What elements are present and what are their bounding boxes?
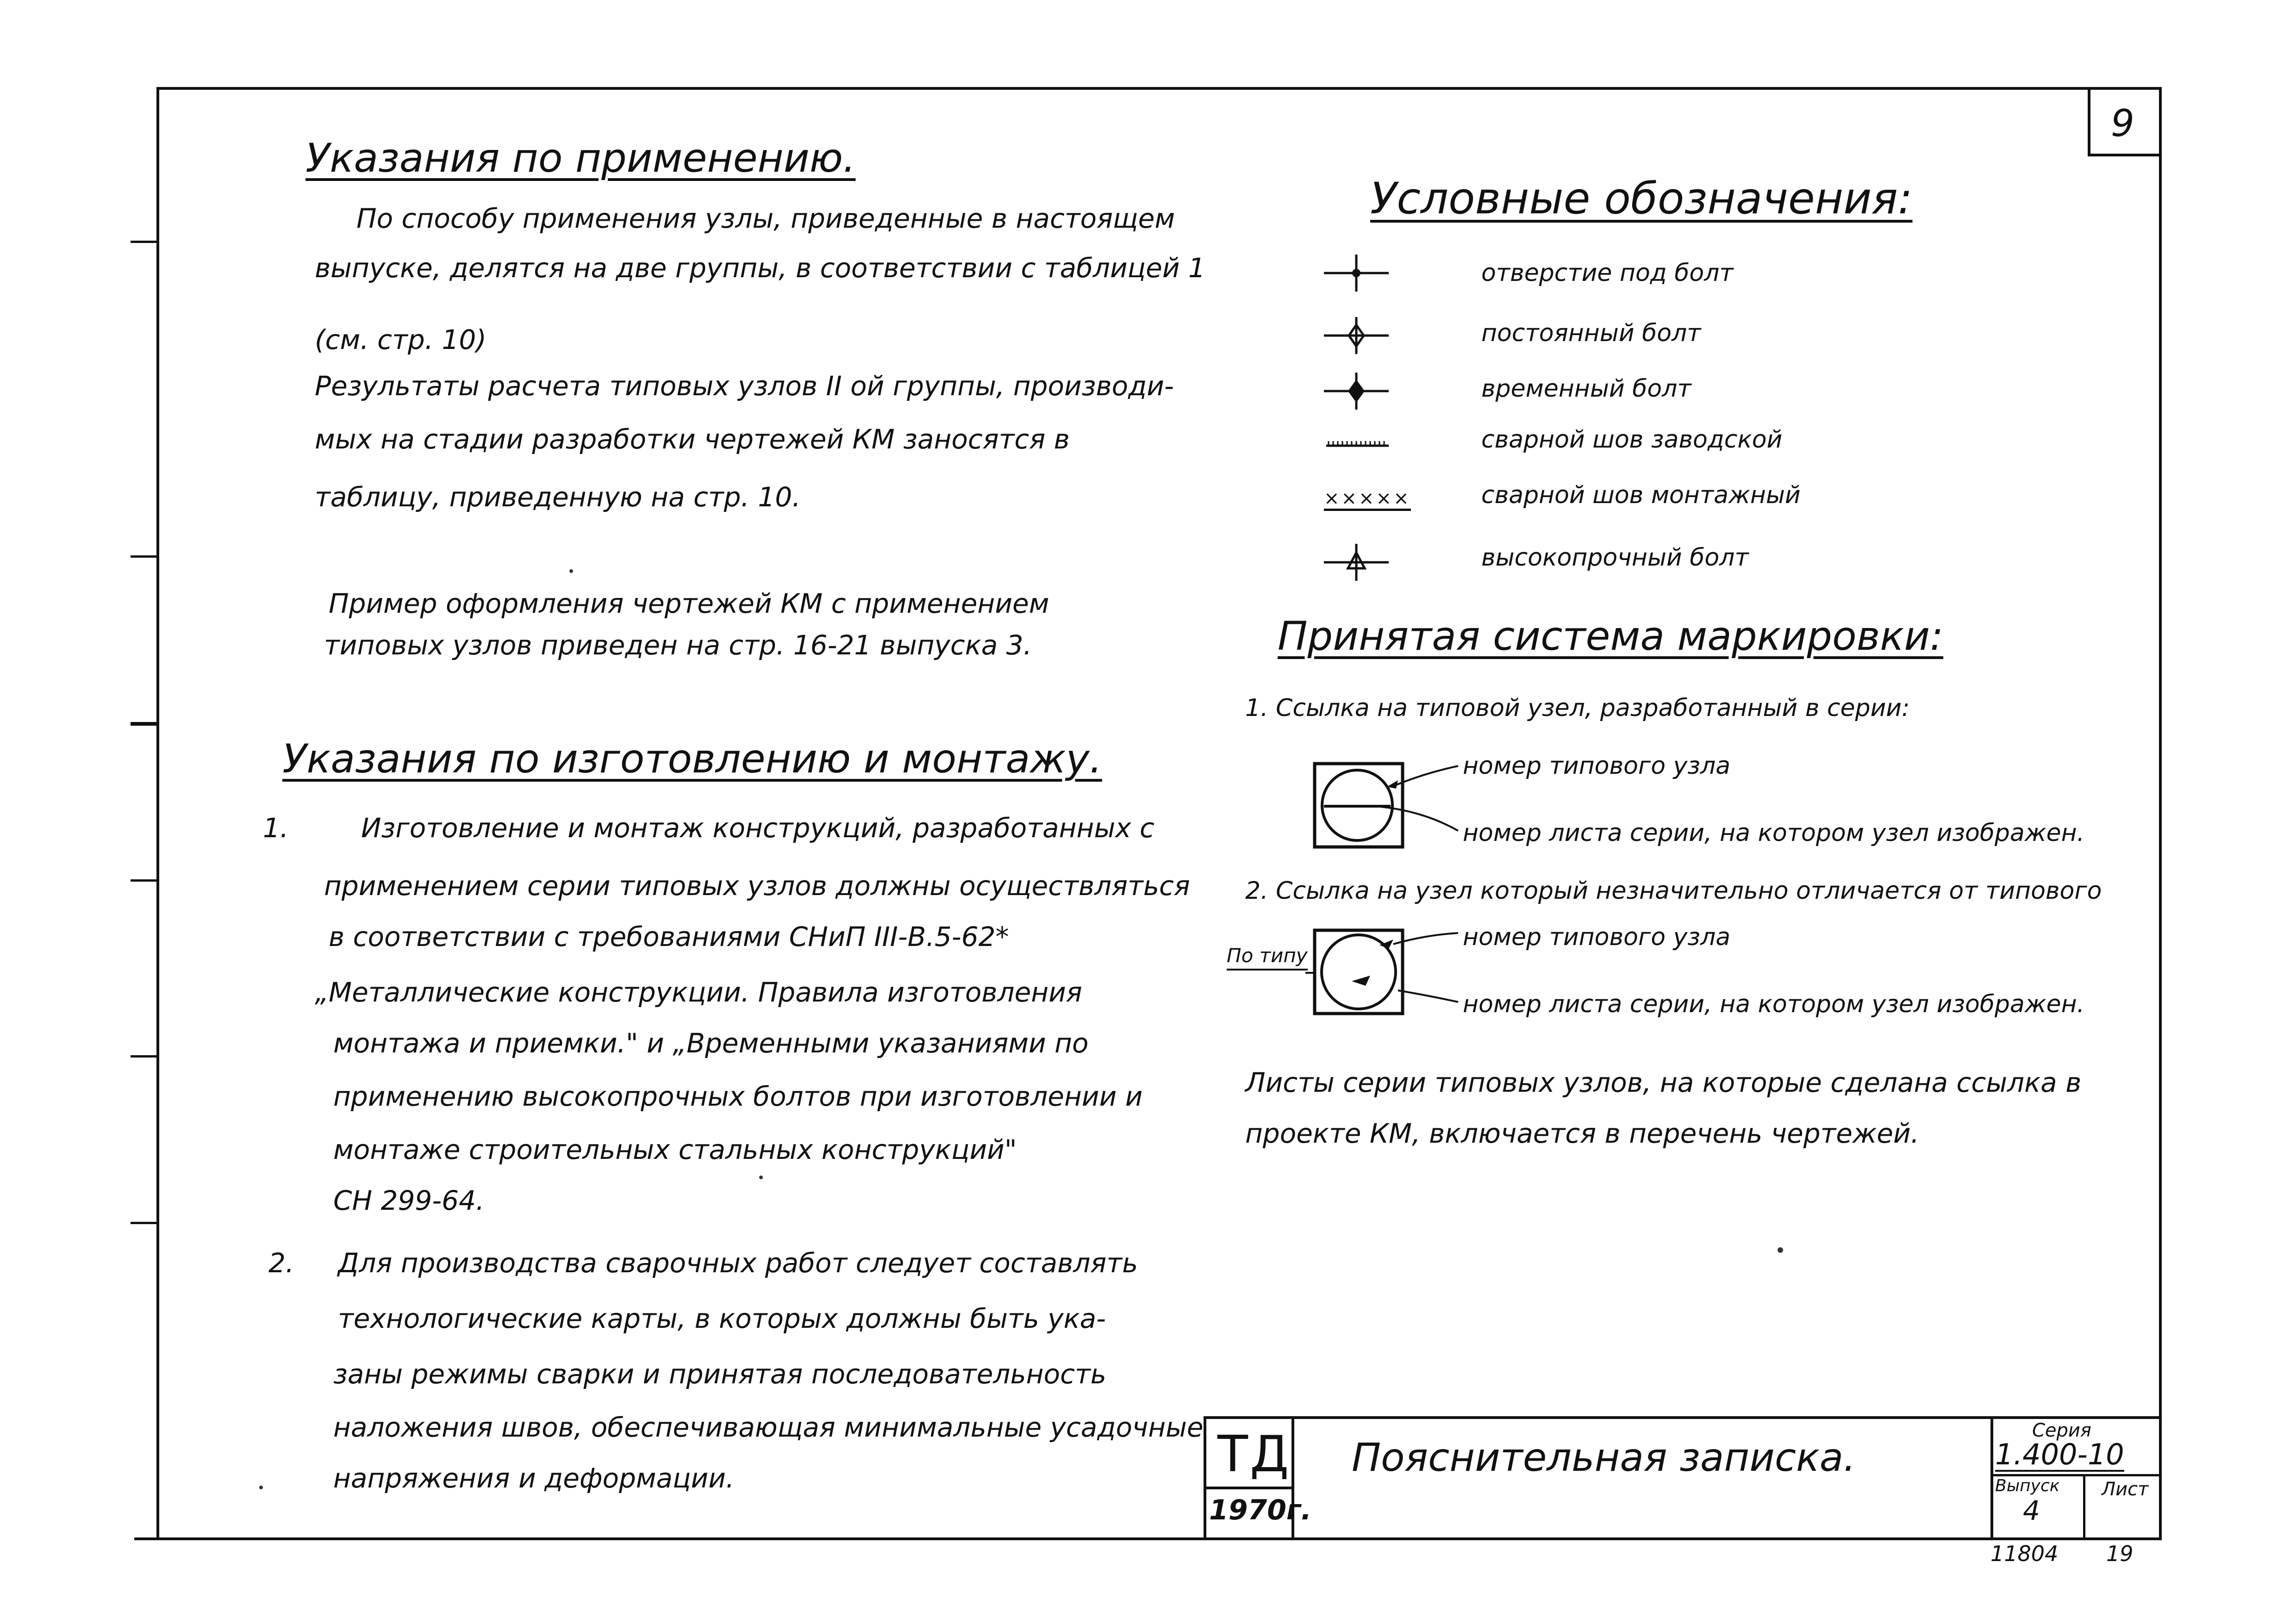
shop-weld-icon	[1319, 433, 1393, 451]
scan-speck	[259, 1486, 263, 1489]
bolt-hole-icon	[1319, 252, 1393, 294]
margin-tick	[131, 879, 156, 882]
high-strength-bolt-icon	[1319, 541, 1393, 583]
issue-label: Выпуск	[1995, 1476, 2060, 1495]
margin-tick	[131, 555, 156, 558]
title-block-org-hline	[1204, 1487, 1294, 1489]
usage-line: По способу применения узлы, приведенные в настоящем	[356, 203, 1175, 234]
margin-tick	[131, 241, 156, 243]
usage-line: Результаты расчета типовых узлов II ой группы, производи-	[315, 370, 1174, 402]
item1-line: монтаже строительных стальных конструкций"	[333, 1134, 1017, 1165]
issue-value: 4	[2023, 1495, 2040, 1526]
reference-1-top-label: номер типового узла	[1463, 752, 1731, 780]
title-block-sheet-divider	[2083, 1474, 2085, 1540]
scan-speck	[1778, 1247, 1783, 1253]
reference-2-top-label: номер типового узла	[1463, 923, 1731, 951]
example-line: типовых узлов приведен на стр. 16-21 выпуска 3.	[324, 629, 1032, 661]
manufacture-title: Указания по изготовлению и монтажу.	[282, 736, 1102, 782]
reference-2-text: 2. Ссылка на узел который незначительно отличается от типового	[1245, 877, 2102, 905]
sheet-label: Лист	[2102, 1479, 2149, 1500]
frame-top-line	[156, 87, 2162, 90]
reference-2-side-label: По типу	[1227, 944, 1308, 971]
item2-line: Для производства сварочных работ следует составлять	[338, 1247, 1138, 1279]
legend-label: отверстие под болт	[1481, 259, 1734, 287]
legend-title: Условные обозначения:	[1370, 174, 1913, 224]
series-label: Серия	[2032, 1420, 2091, 1441]
usage-line: мых на стадии разработки чертежей КМ заносятся в	[315, 423, 1070, 455]
item1-line: „Металлические конструкции. Правила изготовления	[315, 977, 1082, 1008]
item1-line: Изготовление и монтаж конструкций, разработанных с	[361, 812, 1154, 844]
item1-line: в соответствии с требованиями СНиП III-В.5-62*	[329, 921, 1009, 952]
item1-line: СН 299-64.	[333, 1185, 485, 1216]
item2-line: заны режимы сварки и принятая последовательность	[333, 1358, 1106, 1390]
reference-2-diagram	[1305, 921, 1463, 1023]
scan-speck	[759, 1176, 763, 1179]
item1-line: монтажа и приемки." и „Временными указаниями по	[333, 1027, 1089, 1059]
usage-line: таблицу, приведенную на стр. 10.	[315, 481, 801, 513]
reference-1-bottom-label: номер листа серии, на котором узел изображен.	[1463, 819, 2085, 847]
year: 1970г.	[1209, 1494, 1312, 1526]
legend-label: высокопрочный болт	[1481, 544, 1749, 572]
frame-bottom-line	[134, 1537, 2162, 1540]
legend-label: сварной шов заводской	[1481, 426, 1783, 454]
field-weld-icon: ×××××	[1324, 488, 1411, 511]
marking-title: Принятая система маркировки:	[1278, 613, 1944, 660]
permanent-bolt-icon	[1319, 315, 1393, 356]
page-number: 9	[2111, 102, 2134, 145]
margin-tick	[131, 722, 156, 726]
org-code: ТД	[1217, 1425, 1291, 1483]
title-block-top-line	[1204, 1416, 2162, 1419]
item1-line: применением серии типовых узлов должны осуществляться	[324, 870, 1190, 902]
document-title: Пояснительная записка.	[1352, 1435, 1856, 1480]
item2-line: наложения швов, обеспечивающая минимальные усадочные	[333, 1412, 1204, 1443]
legend-label: сварной шов монтажный	[1481, 481, 1801, 509]
margin-tick	[131, 1055, 156, 1058]
footer-left-number: 11804	[1990, 1541, 2059, 1566]
margin-tick	[131, 1222, 156, 1224]
series-value: 1.400-10	[1995, 1437, 2124, 1471]
reference-1-diagram	[1305, 754, 1463, 856]
item2-line: напряжения и деформации.	[333, 1462, 735, 1494]
note-line: проекте КМ, включается в перечень чертежей.	[1245, 1118, 1920, 1149]
frame-left-line	[156, 87, 159, 1540]
note-line: Листы серии типовых узлов, на которые сделана ссылка в	[1245, 1067, 2082, 1098]
legend-label: постоянный болт	[1481, 319, 1701, 347]
item2-line: технологические карты, в которых должны быть ука-	[338, 1303, 1106, 1334]
scan-speck	[569, 569, 573, 573]
title-block-left-line	[1204, 1416, 1206, 1540]
reference-1-text: 1. Ссылка на типовой узел, разработанный в серии:	[1245, 694, 1910, 722]
usage-line: выпуске, делятся на две группы, в соответствии с таблицей 1	[315, 252, 1205, 284]
temporary-bolt-icon	[1319, 370, 1393, 412]
frame-right-line	[2159, 87, 2162, 1540]
usage-line: (см. стр. 10)	[315, 324, 487, 355]
footer-right-number: 19	[2106, 1541, 2134, 1566]
item-number: 2.	[268, 1247, 294, 1279]
legend-label: временный болт	[1481, 375, 1691, 403]
usage-title: Указания по применению.	[306, 135, 856, 181]
title-block-right-divider	[1990, 1416, 1993, 1540]
item-number: 1.	[263, 812, 289, 844]
item1-line: применению высокопрочных болтов при изготовлении и	[333, 1081, 1143, 1112]
reference-2-bottom-label: номер листа серии, на котором узел изображен.	[1463, 990, 2085, 1018]
example-line: Пример оформления чертежей КМ с применением	[329, 588, 1049, 619]
